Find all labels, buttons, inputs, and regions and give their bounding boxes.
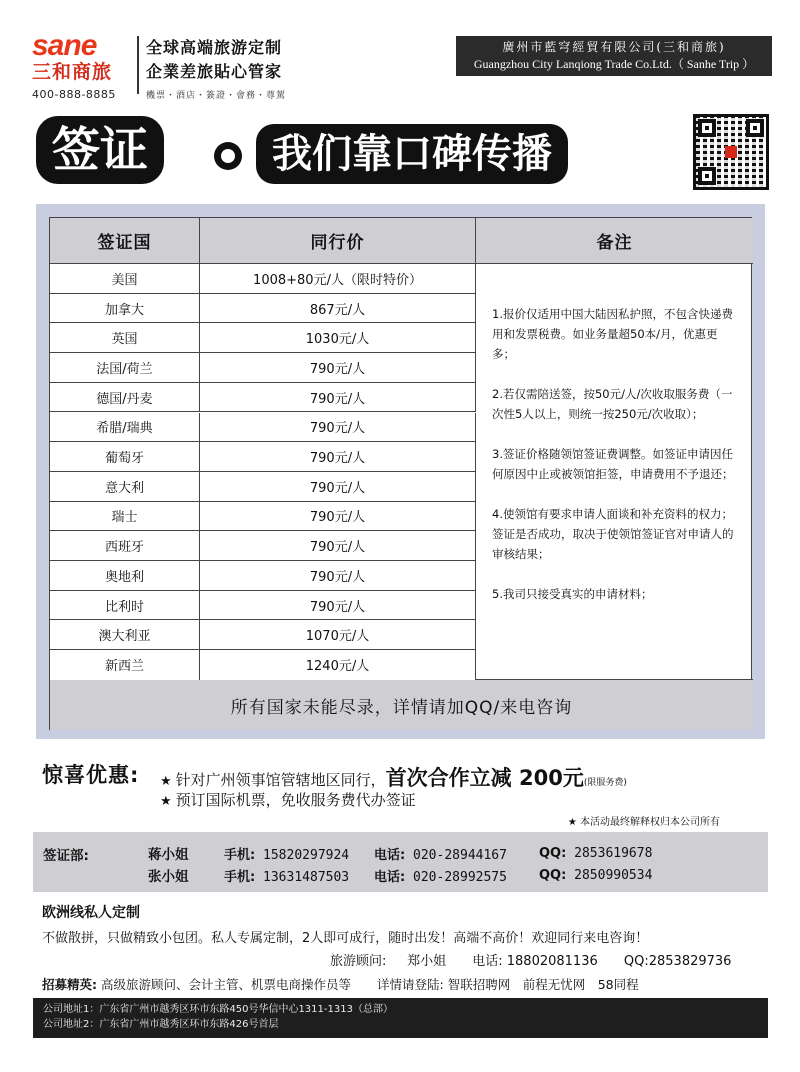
price-table-frame <box>36 204 765 739</box>
country-cell: 希腊/瑞典 <box>50 413 200 442</box>
recruit-sites[interactable]: 智联招聘网 前程无忧网 58同程 <box>447 977 639 992</box>
recruit-positions: 高级旅游顾问、会计主管、机票电商操作员等 <box>100 977 351 992</box>
slogan-block <box>146 36 286 101</box>
contact-qq[interactable]: QQ: 2853619678 <box>539 845 653 861</box>
company-name-cn: 廣州市藍穹經貿有限公司(三和商旅) <box>502 40 726 54</box>
star-icon: ★ <box>160 774 172 789</box>
table-row <box>50 442 476 472</box>
headline-bullet <box>214 142 242 170</box>
header-divider <box>137 36 139 94</box>
table-row <box>50 323 476 353</box>
contact-tel[interactable]: 电话: 020-28944167 <box>374 847 507 863</box>
consultant-qq[interactable]: QQ:2853829736 <box>623 954 732 969</box>
price-cell: 790元/人 <box>200 442 476 471</box>
country-cell: 西班牙 <box>50 531 200 560</box>
price-cell: 790元/人 <box>200 413 476 442</box>
table-row <box>50 353 476 383</box>
star-icon: ★ <box>160 794 172 809</box>
table-row <box>50 650 476 680</box>
table-row <box>50 620 476 650</box>
price-cell: 790元/人 <box>200 561 476 590</box>
country-cell: 澳大利亚 <box>50 620 200 649</box>
contact-qq[interactable]: QQ: 2850990534 <box>539 867 653 883</box>
recruit-label: 招募精英: <box>42 977 97 992</box>
table-row <box>50 531 476 561</box>
qr-finder-pattern <box>698 167 716 185</box>
promo-discount-note: (限服务费) <box>583 778 627 788</box>
price-cell: 790元/人 <box>200 383 476 412</box>
note-item: 2.若仅需陪送签，按50元/人/次收取服务费（一次性5人以上，则统一按250元/次收取）； <box>492 387 733 421</box>
promo-line-2 <box>160 789 416 810</box>
europe-consultant <box>330 950 731 969</box>
contact-name: 张小姐 <box>148 869 189 885</box>
price-cell: 1008+80元/人（限时特价） <box>200 264 476 293</box>
consultant-phone[interactable]: 电话: 18802081136 <box>472 954 598 969</box>
country-cell: 法国/荷兰 <box>50 353 200 382</box>
table-row <box>50 591 476 621</box>
europe-title: 欧洲线私人定制 <box>42 905 140 921</box>
logo-wordmark: sane <box>32 29 97 62</box>
price-cell: 867元/人 <box>200 294 476 323</box>
logo-chinese-name: 三和商旅 <box>32 61 113 83</box>
table-row <box>50 472 476 502</box>
headline-visa: 签证 <box>36 116 164 184</box>
note-item: 1.报价仅适用中国大陆因私护照，不包含快递费用和发票税费。如业务量超50本/月，优惠更多； <box>492 307 733 361</box>
price-cell: 1030元/人 <box>200 323 476 352</box>
country-cell: 瑞士 <box>50 502 200 531</box>
company-name-box <box>456 36 772 76</box>
table-row <box>50 294 476 324</box>
company-logo <box>32 29 132 101</box>
table-row <box>50 413 476 443</box>
contact-tel[interactable]: 电话: 020-28992575 <box>374 869 507 885</box>
price-cell: 790元/人 <box>200 502 476 531</box>
qr-finder-pattern <box>746 119 764 137</box>
company-name-en: Guangzhou City Lanqiong Trade Co.Ltd.（ Sanhe Trip ） <box>473 57 755 71</box>
address-2: 公司地址2：广东省广州市越秀区环市东路426号首层 <box>43 1019 279 1030</box>
contact-row <box>148 863 652 887</box>
slogan-line-2: 企業差旅貼心管家 <box>146 62 283 81</box>
slogan-line-1: 全球高端旅游定制 <box>146 38 283 57</box>
hotline-number: 400-888-8885 <box>32 88 116 101</box>
price-cell: 790元/人 <box>200 531 476 560</box>
price-table <box>49 217 752 730</box>
table-row <box>50 561 476 591</box>
promo-line-1 <box>160 762 627 792</box>
header-country: 签证国 <box>50 218 200 264</box>
recruitment <box>42 975 639 993</box>
contact-row <box>148 841 652 865</box>
country-cell: 比利时 <box>50 591 200 620</box>
promo-title: 惊喜优惠: <box>42 763 140 787</box>
table-row <box>50 383 476 413</box>
address-footer <box>33 998 768 1038</box>
header-notes: 备注 <box>476 218 753 264</box>
note-item: 5.我司只接受真实的申请材料； <box>492 587 653 601</box>
note-item: 4.使领馆有要求申请人面谈和补充资料的权力；签证是否成功，取决于使领馆签证官对申请人的审核结果； <box>492 507 734 561</box>
visa-dept-label: 签证部: <box>43 848 89 864</box>
promo-disclaimer: ★ 本活动最终解释权归本公司所有 <box>567 817 720 828</box>
recruit-more-label: 详情请登陆: <box>376 977 444 992</box>
price-cell: 790元/人 <box>200 591 476 620</box>
qr-logo <box>725 146 737 158</box>
table-row <box>50 502 476 532</box>
consultant-label: 旅游顾问: <box>330 954 387 969</box>
table-row <box>50 264 476 294</box>
headline-slogan: 我们靠口碑传播 <box>256 124 568 184</box>
address-1: 公司地址1：广东省广州市越秀区环市东路450号华信中心1311-1313（总部） <box>43 1004 393 1015</box>
promo-discount: 首次合作立减 200元 <box>385 766 584 790</box>
promo-line-1-text: 针对广州领事馆管辖地区同行， <box>175 771 386 789</box>
header-price: 同行价 <box>200 218 476 264</box>
contact-mobile[interactable]: 手机: 15820297924 <box>224 847 350 863</box>
country-cell: 奥地利 <box>50 561 200 590</box>
country-cell: 新西兰 <box>50 650 200 680</box>
country-cell: 加拿大 <box>50 294 200 323</box>
contact-mobile[interactable]: 手机: 13631487503 <box>224 869 350 885</box>
visa-contacts <box>33 832 768 892</box>
qr-finder-pattern <box>698 119 716 137</box>
note-item: 3.签证价格随领馆签证费调整。如签证申请因任何原因中止或被领馆拒签，申请费用不予退还； <box>492 447 734 481</box>
europe-description: 不做散拼，只做精致小包团。私人专属定制，2人即可成行，随时出发！高端不高价！欢迎同行来电咨询！ <box>42 931 649 946</box>
country-cell: 葡萄牙 <box>50 442 200 471</box>
country-cell: 英国 <box>50 323 200 352</box>
price-cell: 1240元/人 <box>200 650 476 680</box>
country-cell: 德国/丹麦 <box>50 383 200 412</box>
service-list: 機票・酒店・簽證・會務・尊駕 <box>146 91 287 101</box>
consultant-name: 郑小姐 <box>407 954 447 969</box>
table-footer-note: 所有国家未能尽录，详情请加QQ/来电咨询 <box>50 680 753 730</box>
headline-banner <box>30 112 630 192</box>
promo-line-2-text: 预订国际机票，免收服务费代办签证 <box>175 791 416 809</box>
notes-cell <box>476 264 753 680</box>
price-cell: 790元/人 <box>200 353 476 382</box>
price-cell: 790元/人 <box>200 472 476 501</box>
qr-code[interactable] <box>693 114 769 190</box>
price-cell: 1070元/人 <box>200 620 476 649</box>
contact-name: 蒋小姐 <box>148 847 189 863</box>
country-cell: 意大利 <box>50 472 200 501</box>
country-cell: 美国 <box>50 264 200 293</box>
